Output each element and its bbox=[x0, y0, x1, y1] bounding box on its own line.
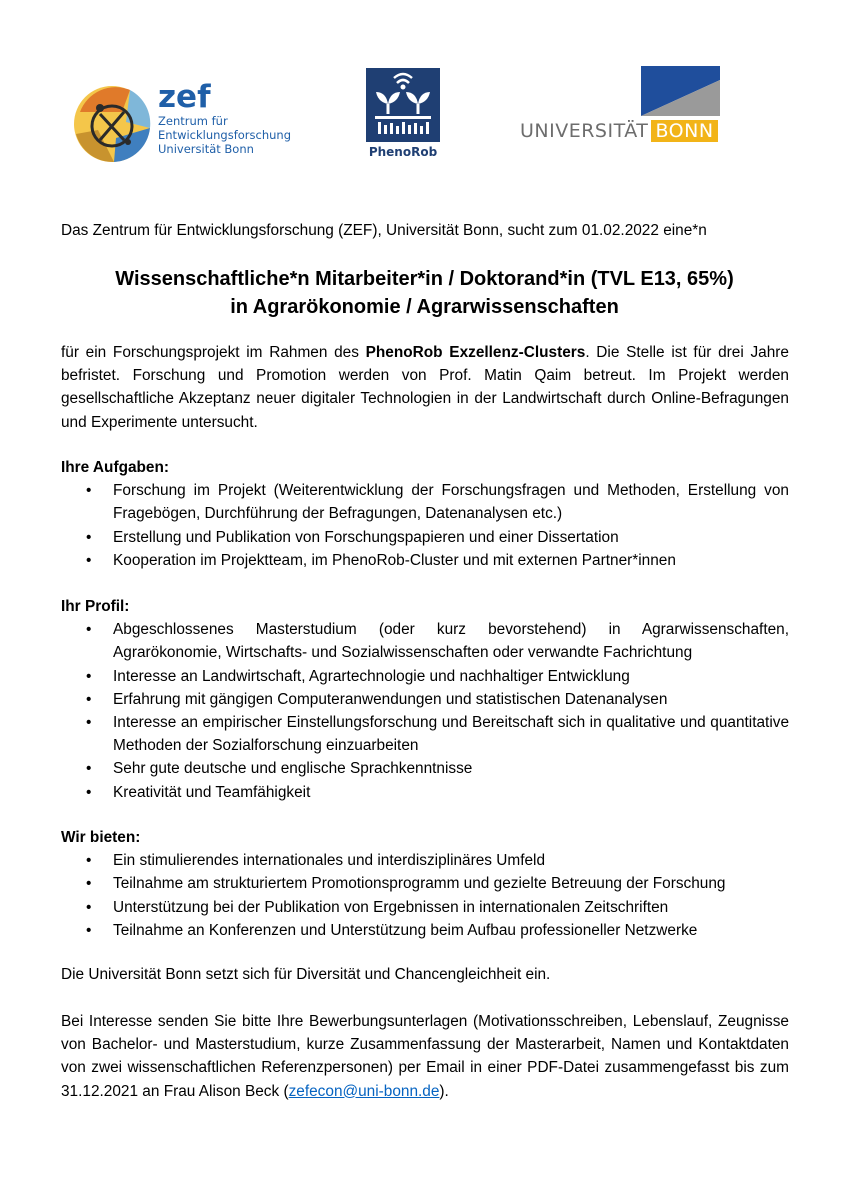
tasks-heading: Ihre Aufgaben: bbox=[61, 459, 170, 476]
list-item: • Unterstützung bei der Publikation von Ergebnissen in internationalen Zeitschriften bbox=[61, 896, 789, 919]
phenorob-logo bbox=[366, 68, 440, 162]
list-item: • Kreativität und Teamfähigkeit bbox=[61, 781, 789, 804]
email-link[interactable]: zefecon@uni-bonn.de bbox=[288, 1082, 440, 1100]
list-item: • Erstellung und Publikation von Forschungspapieren und einer Dissertation bbox=[61, 526, 789, 549]
zef-wordmark bbox=[158, 80, 291, 156]
intro-text: Das Zentrum für Entwicklungsforschung (ZEF), Universität Bonn, sucht zum 01.02.2022 eine*n bbox=[61, 222, 707, 239]
profile-heading: Ihr Profil: bbox=[61, 598, 130, 615]
zef-logo bbox=[70, 76, 292, 166]
list-item: • Ein stimulierendes internationales und interdisziplinäres Umfeld bbox=[61, 849, 789, 872]
list-item: • Abgeschlossenes Masterstudium (oder kurz bevorstehend) in Agrarwissenschaften, Agrarökonomie, Wirtschafts- und Sozialwissenschaften oder verwandte Fachrichtung bbox=[61, 618, 789, 664]
page-title bbox=[40, 265, 809, 321]
list-item: • Forschung im Projekt (Weiterentwicklung der Forschungsfragen und Methoden, Erstellung von Fragebögen, Durchführung der Befragungen, Datenanalysen etc.) bbox=[61, 479, 789, 525]
application-before: Bei Interesse senden Sie bitte Ihre Bewerbungsunterlagen (Motivationsschreiben, Lebenslauf, Zeugnisse von Bachelor- und Masterstudium, kurze Zusammenfassung der Masterarbeit, Namen und Kontaktdaten von zwei wissenschaftlichen Referenzpersonen) per Email in einer PDF-Datei zusammengefasst bis zum 31.12.2021 an Frau Alison Beck ( bbox=[61, 1013, 789, 1100]
description-bold: PhenoRob Exzellenz-Clusters bbox=[365, 344, 586, 361]
phenorob-plant-icon bbox=[366, 68, 440, 142]
profile-section bbox=[61, 595, 789, 804]
zef-word: zef bbox=[158, 79, 211, 115]
offer-list bbox=[61, 849, 789, 942]
zef-line-1: Zentrum für bbox=[158, 114, 228, 128]
description-after: . Die Stelle ist für drei Jahre befristet. Forschung und Promotion werden von Prof. Matin Qaim betreut. Im Projekt werden gesellschaftliche Akzeptanz neuer digitaler Technologien in der Landwirtschaft durch Online-Befragungen und Experimente untersucht. bbox=[61, 344, 789, 431]
list-item: • Sehr gute deutsche und englische Sprachkenntnisse bbox=[61, 757, 789, 780]
uni-bonn-word-left: UNIVERSITÄT bbox=[520, 120, 649, 142]
description-paragraph bbox=[61, 341, 789, 434]
tasks-list bbox=[61, 479, 789, 572]
list-item: • Kooperation im Projektteam, im PhenoRob-Cluster und mit externen Partner*innen bbox=[61, 549, 789, 572]
list-item: • Interesse an empirischer Einstellungsforschung und Bereitschaft sich in qualitative und quantitative Methoden der Sozialforschung einzuarbeiten bbox=[61, 711, 789, 757]
diversity-statement: Die Universität Bonn setzt sich für Diversität und Chancengleichheit ein. bbox=[61, 966, 551, 983]
zef-line-3: Universität Bonn bbox=[158, 142, 254, 156]
list-item: • Interesse an Landwirtschaft, Agrartechnologie und nachhaltiger Entwicklung bbox=[61, 665, 789, 688]
list-item: • Teilnahme an Konferenzen und Unterstützung beim Aufbau professioneller Netzwerke bbox=[61, 919, 789, 942]
application-after: ). bbox=[439, 1082, 449, 1100]
zef-emblem-icon bbox=[70, 82, 154, 166]
list-item: • Erfahrung mit gängigen Computeranwendungen und statistischen Datenanalysen bbox=[61, 688, 789, 711]
application-paragraph bbox=[61, 1010, 789, 1103]
uni-bonn-emblem-icon bbox=[641, 66, 720, 116]
uni-bonn-word-right: BONN bbox=[651, 120, 718, 142]
offer-section bbox=[61, 826, 789, 942]
tasks-section bbox=[61, 456, 789, 572]
title-line-2: in Agrarökonomie / Agrarwissenschaften bbox=[230, 296, 619, 318]
list-item: • Teilnahme am strukturiertem Promotionsprogramm und gezielte Betreuung der Forschung bbox=[61, 872, 789, 895]
zef-line-2: Entwicklungsforschung bbox=[158, 128, 292, 142]
offer-heading: Wir bieten: bbox=[61, 829, 141, 846]
phenorob-label: PhenoRob bbox=[368, 145, 438, 159]
description-before: für ein Forschungsprojekt im Rahmen des bbox=[61, 344, 366, 361]
title-line-1: Wissenschaftliche*n Mitarbeiter*in / Doktorand*in (TVL E13, 65%) bbox=[115, 268, 734, 290]
uni-bonn-logo bbox=[520, 66, 720, 146]
profile-list bbox=[61, 618, 789, 804]
phenorob-emblem bbox=[366, 68, 440, 142]
